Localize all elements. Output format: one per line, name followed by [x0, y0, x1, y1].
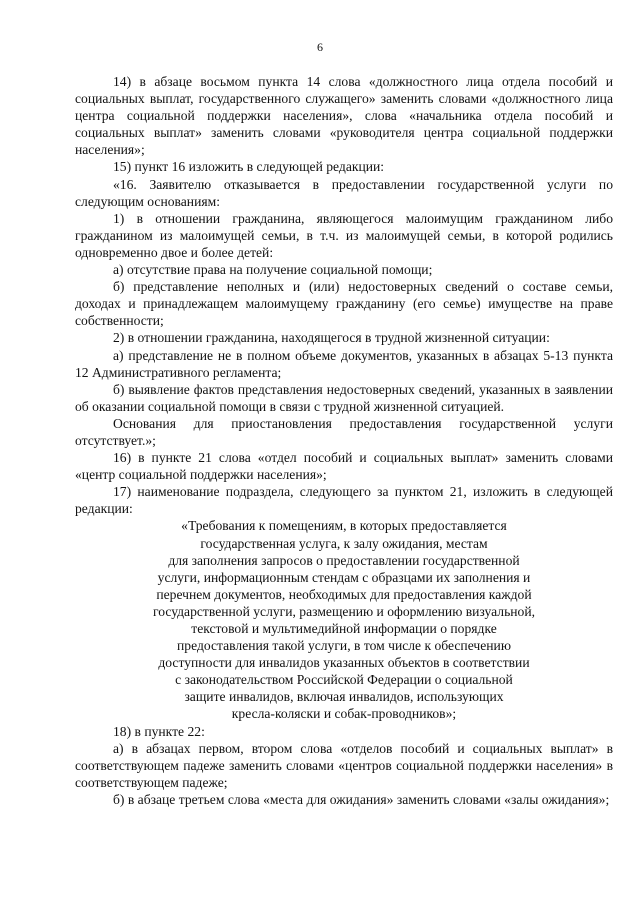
paragraph: б) представление неполных и (или) недостоверных сведений о составе семьи, доходах и принадлежащем малоимущему гражданину (его семье) имуществе на праве собственности;	[75, 279, 613, 329]
heading-line: «Требования к помещениям, в которых предоставляется	[181, 518, 507, 534]
page-number: 6	[317, 40, 323, 54]
paragraph: 2) в отношении гражданина, находящегося в трудной жизненной ситуации:	[113, 330, 550, 346]
paragraph: а) в абзацах первом, втором слова «отделов пособий и социальных выплат» в соответствующем падеже заменить словами «центров социальной поддержки населения» в соответствующем падеже;	[75, 740, 613, 790]
paragraph: 15) пункт 16 изложить в следующей редакции:	[113, 159, 385, 175]
paragraph: 1) в отношении гражданина, являющегося малоимущим гражданином либо гражданином из малоимущей семьи, в т.ч. из малоимущей семьи, в которой родились одновременно двое и более детей:	[75, 210, 613, 260]
paragraph: 16) в пункте 21 слова «отдел пособий и социальных выплат» заменить словами «центр социальной поддержки населения»;	[75, 450, 613, 483]
heading-line: для заполнения запросов о предоставлении государственной	[168, 552, 520, 568]
heading-line: доступности для инвалидов указанных объектов в соответствии	[158, 655, 530, 671]
heading-line: кресла-коляски и собак-проводников»;	[231, 706, 457, 722]
heading-line: перечнем документов, необходимых для предоставления каждой	[156, 586, 532, 602]
paragraph: «16. Заявителю отказывается в предоставлении государственной услуги по следующим основаниям:	[75, 176, 613, 209]
subsection-heading	[75, 517, 613, 722]
paragraph: Основания для приостановления предоставления государственной услуги отсутствует.»;	[75, 415, 613, 448]
paragraph: 18) в пункте 22:	[113, 723, 205, 739]
paragraph: 17) наименование подраздела, следующего за пунктом 21, изложить в следующей редакции:	[75, 484, 613, 517]
heading-line: с законодательством Российской Федерации о социальной	[175, 672, 513, 688]
paragraph: б) выявление фактов представления недостоверных сведений, указанных в заявлении об оказании социальной помощи в связи с трудной жизненной ситуацией.	[75, 381, 613, 414]
heading-line: государственной услуги, размещению и оформлению визуальной,	[152, 603, 536, 619]
paragraph: 14) в абзаце восьмом пункта 14 слова «должностного лица отдела пособий и социальных выплат, государственного служащего» заменить словами «должностного лица центра социальной поддержки населения», слова «начальника отдела пособий и социальных выплат» заменить словами «руководителя центра социальной поддержки населения»;	[75, 74, 613, 158]
heading-line: защите инвалидов, включая инвалидов, использующих	[184, 689, 504, 705]
paragraph: а) отсутствие права на получение социальной помощи;	[113, 262, 433, 278]
document-body	[75, 73, 613, 808]
heading-line: текстовой и мультимедийной информации о порядке	[191, 621, 497, 636]
paragraph: б) в абзаце третьем слова «места для ожидания» заменить словами «залы ожидания»;	[113, 791, 610, 807]
heading-line: предоставления такой услуги, в том числе к обеспечению	[177, 638, 511, 654]
paragraph: а) представление не в полном объеме документов, указанных в абзацах 5-13 пункта 12 Административного регламента;	[75, 347, 613, 380]
heading-line: услуги, информационным стендам с образцами их заполнения и	[157, 569, 531, 585]
heading-line: государственная услуга, к залу ожидания, местам	[200, 535, 488, 551]
